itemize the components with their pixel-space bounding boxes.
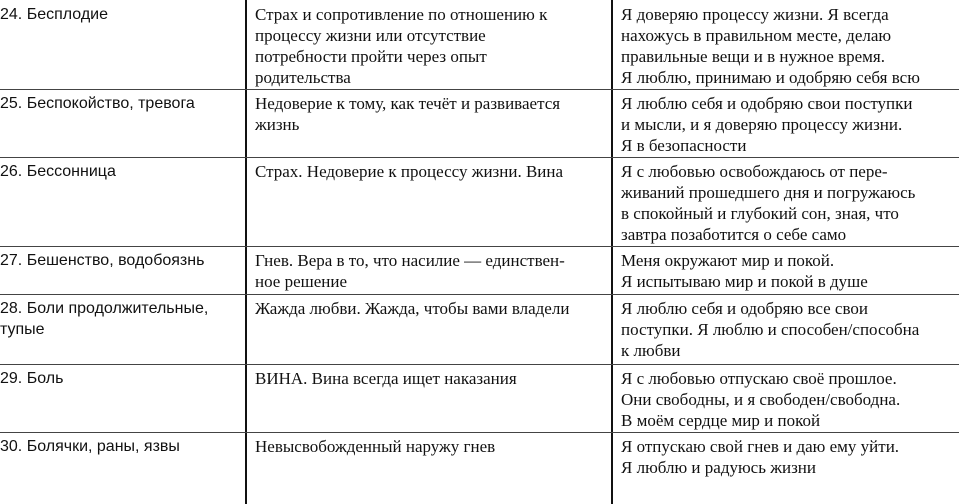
cause-cell: Страх. Недоверие к процессу жизни. Вина [255,162,564,181]
affirmation-cell: Меня окружают мир и покой. Я испытываю мир и покой в душе [621,251,868,291]
affirmation-cell: Я люблю себя и одобряю все свои поступки. Я люблю и способен/способна к любви [621,299,920,360]
problem-cell: 26. Бессонница [0,163,116,180]
column-divider [245,0,247,504]
cause-cell: Страх и сопротивление по отношению к процессу жизни или отсутствие потребности пройти через опыт родительства [255,5,548,87]
cause-cell: Недоверие к тому, как течёт и развивается жизнь [255,94,561,134]
row-divider [0,294,959,295]
row-divider [0,246,959,247]
cause-cell: ВИНА. Вина всегда ищет наказания [255,369,517,388]
affirmation-cell: Я доверяю процессу жизни. Я всегда нахожусь в правильном месте, делаю правильные вещи и в нужное время. Я люблю, принимаю и одобряю себя всю [621,5,920,87]
affirmation-cell: Я люблю себя и одобряю свои поступки и мысли, и я доверяю процессу жизни. Я в безопасности [621,94,913,155]
problem-cell: 24. Бесплодие [0,6,108,23]
problem-cell: 30. Болячки, раны, язвы [0,438,180,455]
problem-cell: 29. Боль [0,370,64,387]
column-divider [611,0,613,504]
problem-cell: 27. Бешенство, водобоязнь [0,252,205,269]
problem-cell: 28. Боли продолжительные, тупые [0,300,209,338]
affirmation-cell: Я отпускаю свой гнев и даю ему уйти. Я люблю и радуюсь жизни [621,437,900,477]
affirmation-cell: Я с любовью отпускаю своё прошлое. Они свободны, и я свободен/свободна. В моём сердце мир и покой [621,369,901,430]
row-divider [0,432,959,433]
row-divider [0,89,959,90]
affirmation-cell: Я с любовью освобождаюсь от пере- живаний прошедшего дня и погружаюсь в спокойный и глубокий сон, зная, что завтра позаботится о себе само [621,162,916,244]
row-divider [0,157,959,158]
row-divider [0,364,959,365]
cause-cell: Гнев. Вера в то, что насилие — единствен- ное решение [255,251,565,291]
cause-cell: Жажда любви. Жажда, чтобы вами владели [255,299,570,318]
problem-cell: 25. Беспокойство, тревога [0,95,195,112]
cause-cell: Невысвобожденный наружу гнев [255,437,496,456]
